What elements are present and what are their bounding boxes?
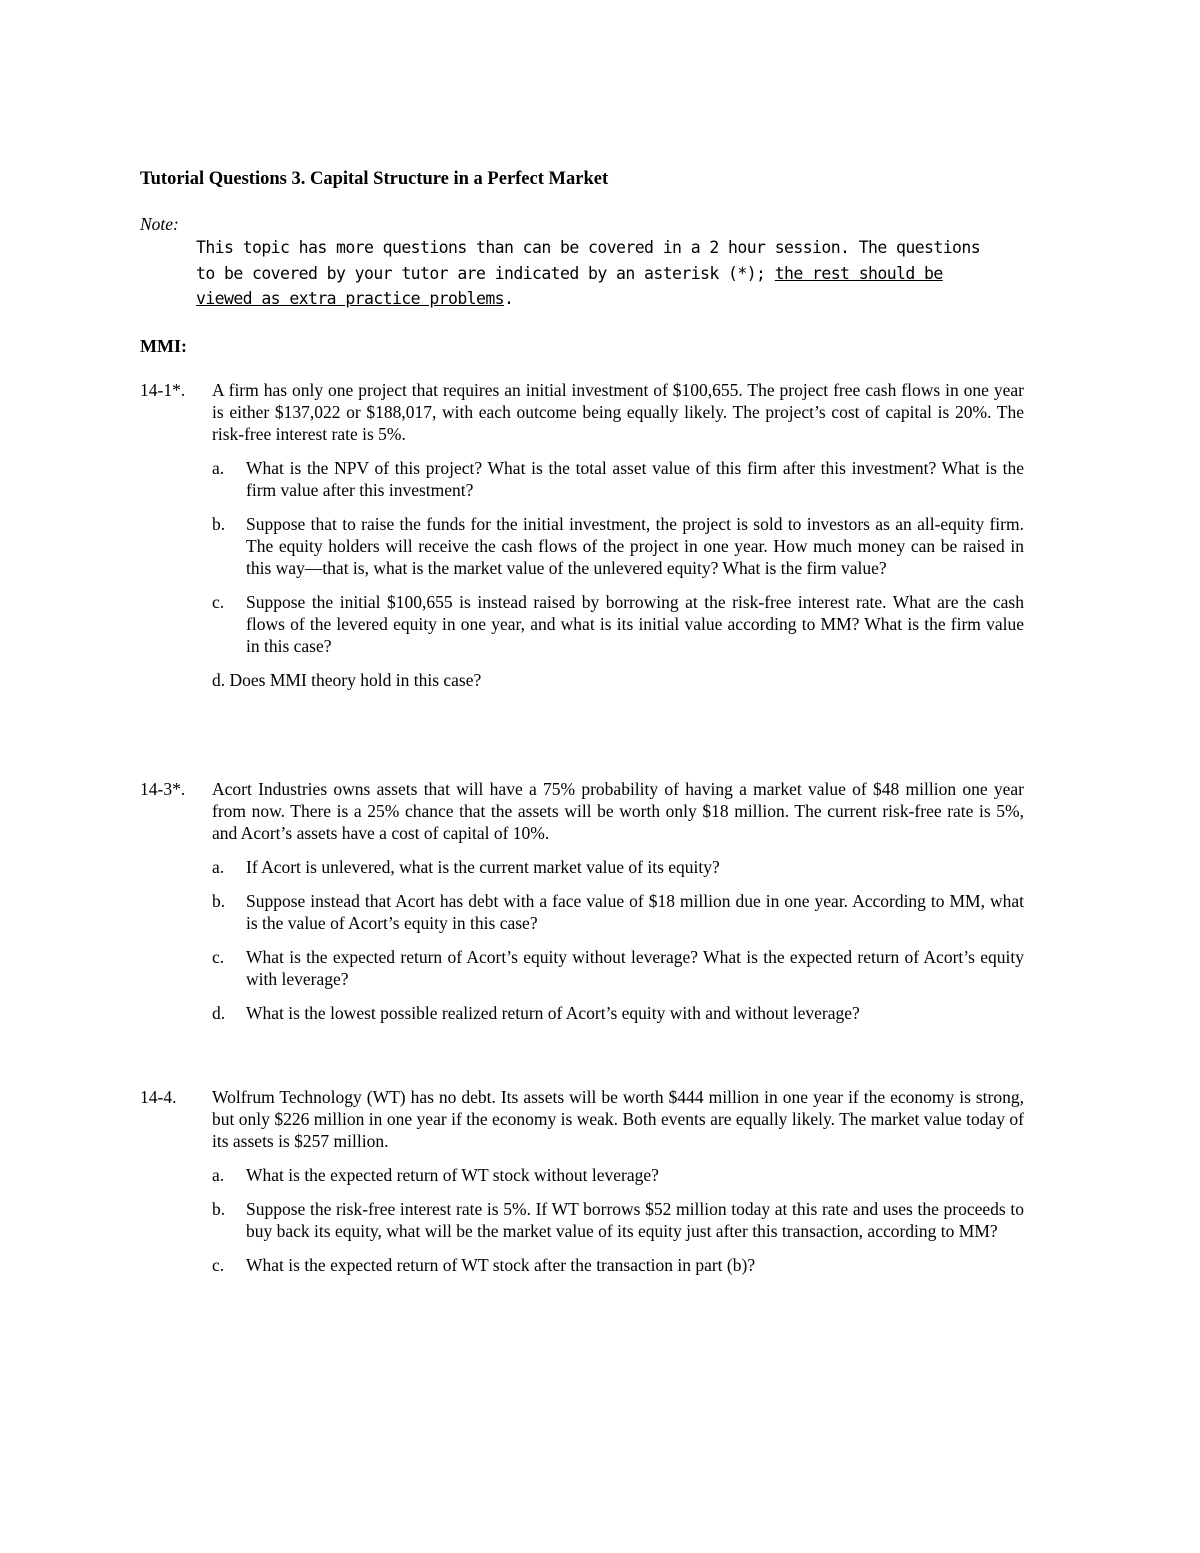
part-text: Suppose instead that Acort has debt with a face value of $18 million due in one year. According to MM, what is the value of Acort’s equity in this case?	[246, 891, 1024, 933]
part-text: Suppose that to raise the funds for the initial investment, the project is sold to investors as an all-equity firm. The equity holders will receive the cash flows of the project in one year. How much money can be raised in this way—that is, what is the market value of the unlevered equity? What is the firm value?	[246, 514, 1024, 578]
part-text: If Acort is unlevered, what is the current market value of its equity?	[246, 857, 720, 877]
question-number: 14-1*.	[140, 380, 186, 400]
part-letter: c.	[212, 592, 225, 612]
question-part	[212, 1164, 1030, 1186]
part-letter: c.	[212, 947, 225, 967]
question-header	[140, 379, 1030, 445]
question-part	[212, 513, 1030, 579]
question-parts	[212, 457, 1030, 691]
part-letter: b.	[212, 891, 226, 911]
question-part	[212, 890, 1030, 934]
part-text: What is the lowest possible realized return of Acort’s equity with and without leverage?	[246, 1003, 860, 1023]
question-header	[140, 778, 1030, 844]
question-header	[140, 1086, 1030, 1152]
part-text: What is the NPV of this project? What is the total asset value of this firm after this investment? What is the firm value after this investment?	[246, 458, 1024, 500]
question-part	[212, 856, 1030, 878]
part-text: What is the expected return of Acort’s equity without leverage? What is the expected return of Acort’s equity with leverage?	[246, 947, 1024, 989]
part-letter: b.	[212, 1199, 226, 1219]
part-text: What is the expected return of WT stock after the transaction in part (b)?	[246, 1255, 756, 1275]
part-letter: d.	[212, 670, 226, 690]
question-part	[212, 946, 1030, 990]
question-part	[212, 1198, 1030, 1242]
note-end: .	[504, 289, 514, 308]
question-14-4	[140, 1086, 1030, 1288]
question-part	[212, 669, 1030, 691]
question-part	[212, 457, 1030, 501]
note-label: Note:	[140, 214, 179, 234]
question-text: Acort Industries owns assets that will have a 75% probability of having a market value of $48 million one year from now. There is a 25% chance that the assets will be worth only $18 million. The current risk-free rate is 5%, and Acort’s assets have a cost of capital of 10%.	[212, 779, 1024, 843]
note-main-text: This topic has more questions than can be covered in a 2 hour session. The questions to be covered by your tutor are indicated by an asterisk (*);	[196, 238, 981, 283]
part-text: Suppose the initial $100,655 is instead raised by borrowing at the risk-free interest rate. What are the cash flows of the levered equity in one year, and what is its initial value according to MM? What is the firm value in this case?	[246, 592, 1024, 656]
part-letter: b.	[212, 514, 226, 534]
question-text: Wolfrum Technology (WT) has no debt. Its assets will be worth $444 million in one year if the economy is strong, but only $226 million in one year if the economy is weak. Both events are equally likely. The market value today of its assets is $257 million.	[212, 1087, 1024, 1151]
question-number: 14-3*.	[140, 779, 186, 799]
page-title: Tutorial Questions 3. Capital Structure in a Perfect Market	[140, 169, 609, 189]
part-letter: a.	[212, 1165, 225, 1185]
part-text: What is the expected return of WT stock without leverage?	[246, 1165, 659, 1185]
part-text: Does MMI theory hold in this case?	[229, 670, 482, 690]
question-14-3	[140, 778, 1030, 1036]
question-14-1	[140, 379, 1030, 703]
note-underlined-text: the rest should be viewed as extra practice problems	[196, 263, 943, 308]
part-letter: a.	[212, 857, 225, 877]
question-parts	[212, 856, 1030, 1024]
part-letter: a.	[212, 458, 225, 478]
question-part	[212, 1002, 1030, 1024]
note-text	[196, 235, 996, 312]
question-number: 14-4.	[140, 1087, 177, 1107]
question-part	[212, 591, 1030, 657]
question-part	[212, 1254, 1030, 1276]
part-text: Suppose the risk-free interest rate is 5%. If WT borrows $52 million today at this rate and uses the proceeds to buy back its equity, what will be the market value of its equity just after this transaction, according to MM?	[246, 1199, 1024, 1241]
question-parts	[212, 1164, 1030, 1276]
question-text: A firm has only one project that requires an initial investment of $100,655. The project free cash flows in one year is either $137,022 or $188,017, with each outcome being equally likely. The project’s cost of capital is 20%. The risk-free interest rate is 5%.	[212, 380, 1024, 444]
part-letter: d.	[212, 1003, 226, 1023]
section-heading: MMI:	[140, 336, 187, 356]
part-letter: c.	[212, 1255, 225, 1275]
